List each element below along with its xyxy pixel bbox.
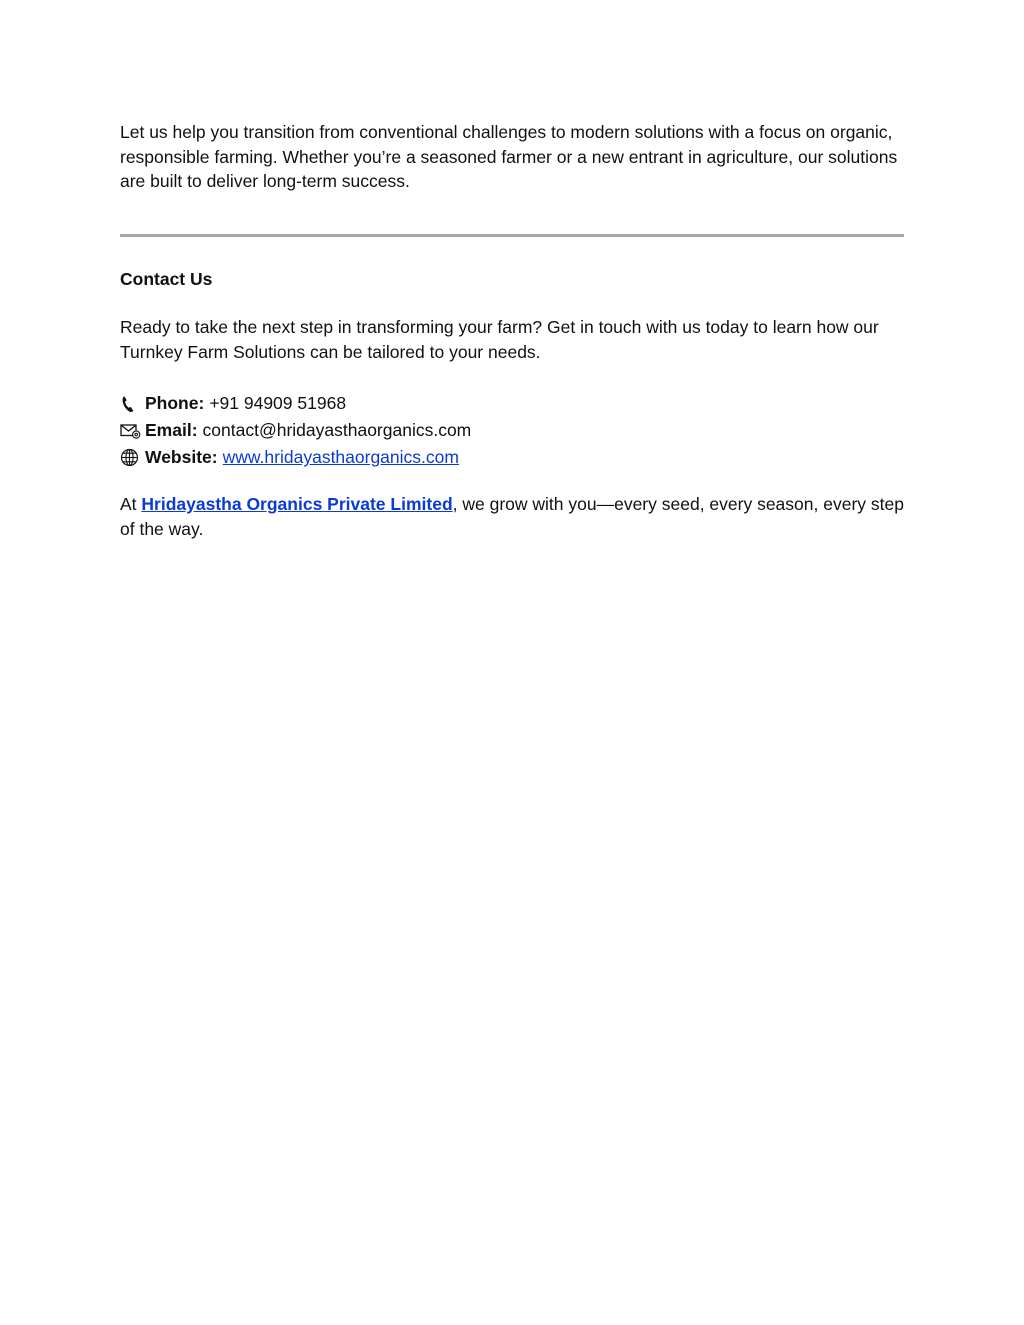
intro-paragraph: Let us help you transition from conventional challenges to modern solutions with a focus on organic, responsible farming. Whether you’re a seasoned farmer or a new entrant in agriculture, our solutions are built to deliver long-term success. — [120, 122, 898, 191]
phone-icon — [120, 394, 141, 414]
email-line — [120, 417, 904, 444]
contact-heading: Contact Us — [120, 268, 213, 289]
email-value: contact@hridayasthaorganics.com — [202, 420, 472, 441]
globe-icon — [120, 448, 141, 468]
phone-label: Phone: — [145, 393, 205, 414]
document-page — [120, 120, 904, 541]
website-label: Website: — [145, 447, 218, 468]
closing-paragraph — [120, 492, 904, 541]
website-link[interactable]: www.hridayasthaorganics.com — [222, 447, 459, 468]
section-divider — [120, 234, 904, 237]
company-link[interactable]: Hridayastha Organics Private Limited — [141, 494, 453, 514]
website-line — [120, 444, 904, 471]
closing-prefix: At — [120, 494, 142, 514]
closing-suffix: , we grow with you—every seed, every season, every step of the way. — [120, 494, 904, 539]
phone-line — [120, 390, 904, 417]
email-label: Email: — [145, 420, 198, 441]
contact-paragraph: Ready to take the next step in transforming your farm? Get in touch with us today to learn how our Turnkey Farm Solutions can be tailored to your needs. — [120, 317, 879, 362]
phone-value: +91 94909 51968 — [209, 393, 347, 414]
email-icon — [120, 421, 141, 441]
